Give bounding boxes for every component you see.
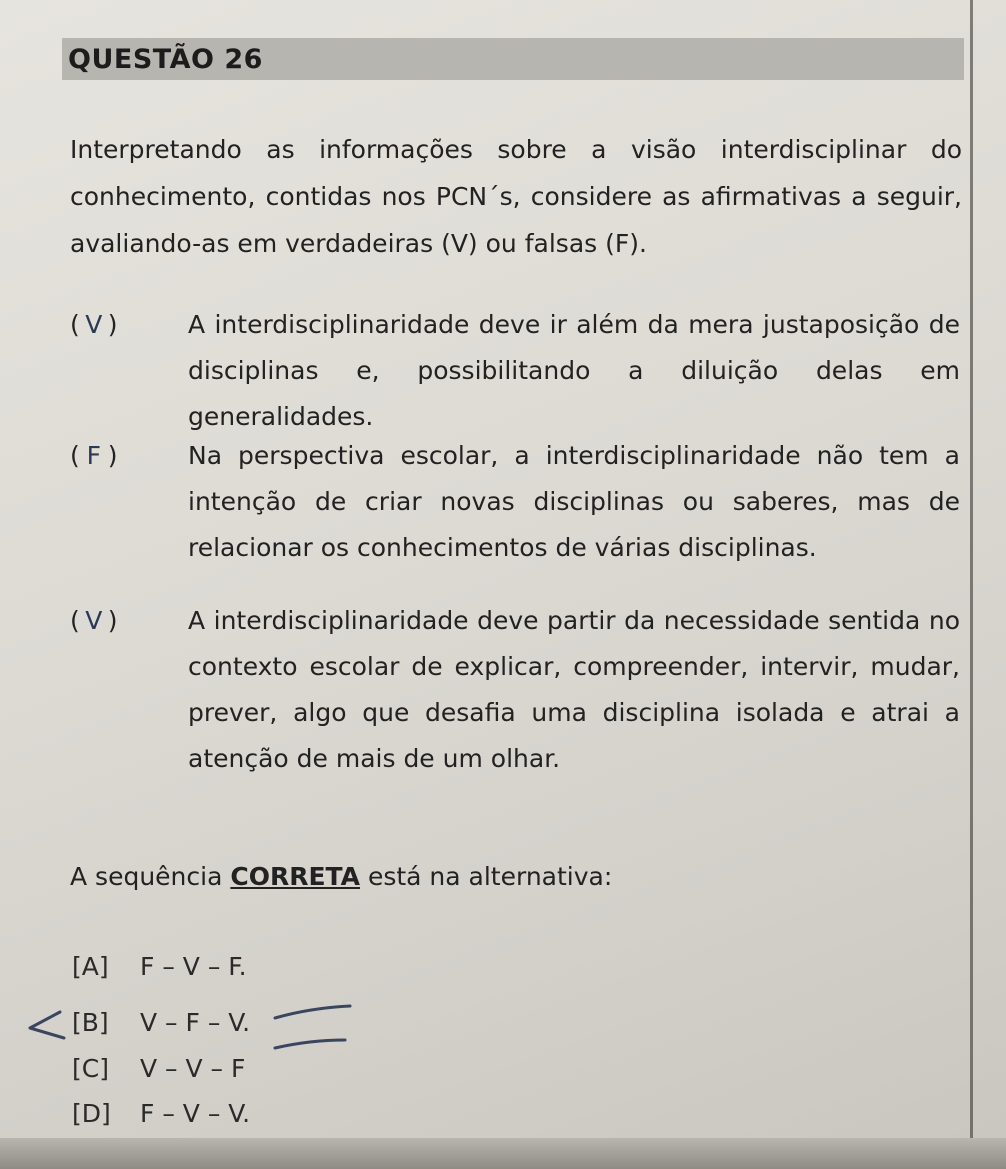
- prompt-before: A sequência: [70, 862, 231, 891]
- statement-1: [70, 302, 960, 440]
- question-intro: Interpretando as informações sobre a visão interdisciplinar do conhecimento, contidas nos PCN´s, considere as afirmativas a seguir, avaliando-as em verdadeiras (V) ou falsas (F).: [70, 135, 962, 258]
- option-b-text: V – F – V.: [140, 1008, 251, 1037]
- statement-3: [70, 598, 960, 782]
- prompt-after: está na alternativa:: [360, 862, 613, 891]
- statement-2-text: Na perspectiva escolar, a interdisciplinaridade não tem a intenção de criar novas disciplinas ou saberes, mas de relacionar os conhecimentos de várias disciplinas.: [188, 441, 960, 562]
- option-d[interactable]: [72, 1099, 250, 1128]
- statement-3-text: A interdisciplinaridade deve partir da necessidade sentida no contexto escolar de explicar, compreender, intervir, mudar, prever, algo que desafia uma disciplina isolada e atrai a atenção de mais de um olhar.: [188, 606, 960, 773]
- option-d-label: [D]: [72, 1099, 111, 1128]
- option-a-text: F – V – F.: [140, 952, 247, 981]
- option-a[interactable]: [72, 952, 247, 981]
- statement-3-checkbox[interactable]: ( V ): [70, 598, 118, 644]
- statement-2: [70, 433, 960, 571]
- handwritten-answer-strokes: [20, 990, 360, 1060]
- option-a-label: [A]: [72, 952, 109, 981]
- option-c-label: [C]: [72, 1054, 109, 1083]
- option-c-text: V – V – F: [140, 1054, 246, 1083]
- bottom-shadow: [0, 1138, 1006, 1169]
- statement-2-handwritten-mark: F: [86, 441, 101, 470]
- answer-prompt: [70, 862, 612, 891]
- statement-1-handwritten-mark: V: [85, 310, 103, 339]
- option-d-text: F – V – V.: [140, 1099, 251, 1128]
- statement-1-text: A interdisciplinaridade deve ir além da mera justaposição de disciplinas e, possibilitando a diluição delas em generalidades.: [188, 310, 960, 431]
- statement-3-handwritten-mark: V: [85, 606, 103, 635]
- option-b-label: [B]: [72, 1008, 109, 1037]
- page-border-line: [970, 0, 973, 1169]
- prompt-emphasis: CORRETA: [230, 862, 360, 891]
- statement-1-checkbox[interactable]: ( V ): [70, 302, 118, 348]
- statement-2-checkbox[interactable]: ( F ): [70, 433, 118, 479]
- question-title: QUESTÃO 26: [68, 44, 263, 75]
